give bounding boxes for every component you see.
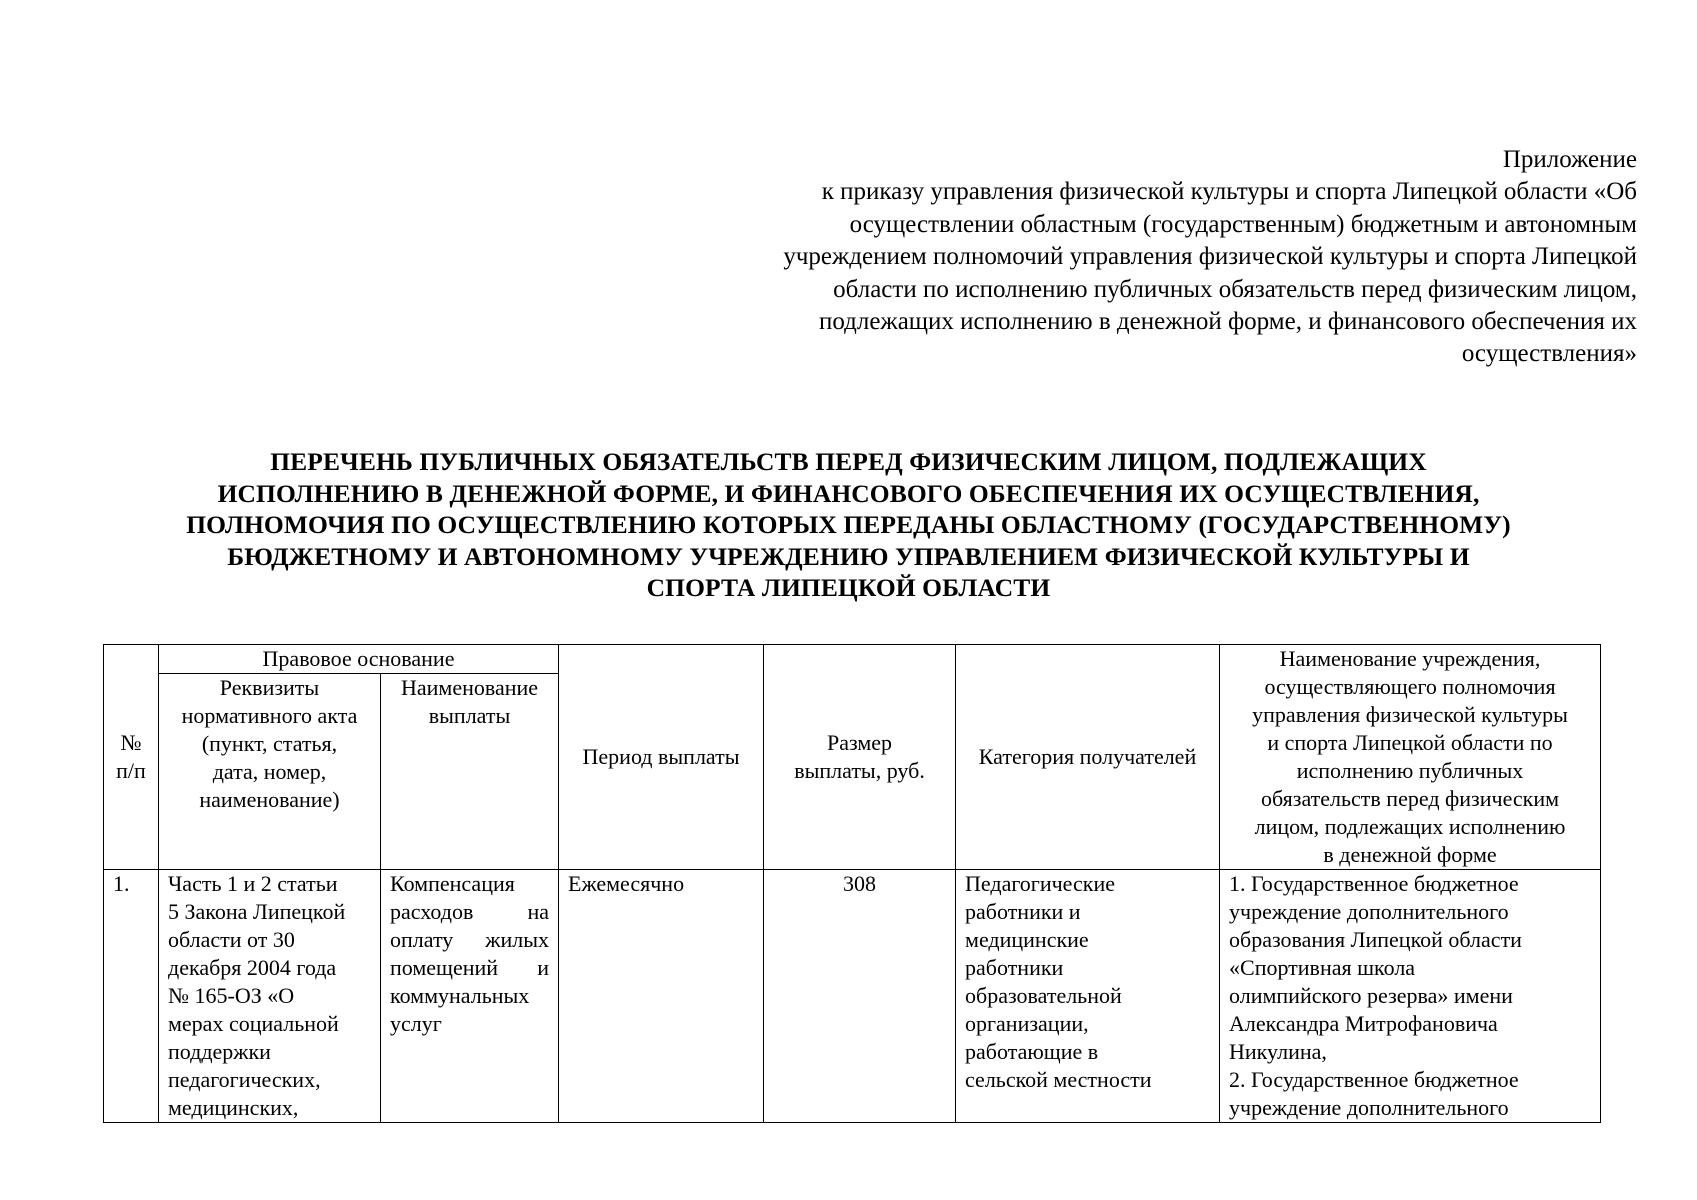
header-institution: Наименование учреждения, осуществляющего полномочия управления физической культуры и спорта Липецкой области по исполнению публичных обязательств перед физическим лицом, подлежащих исполнению в денежной форме: [1220, 645, 1601, 870]
appendix-line: осуществлении областным (государственным) бюджетным и автономным: [849, 210, 1637, 238]
appendix-header: [637, 144, 1637, 371]
header-category: Категория получателей: [956, 645, 1220, 870]
header-act-details: Реквизиты нормативного акта (пункт, статья, дата, номер, наименование): [159, 674, 381, 870]
cell-number: 1.: [104, 870, 159, 1123]
title-line: ИСПОЛНЕНИЮ В ДЕНЕЖНОЙ ФОРМЕ, И ФИНАНСОВОГО ОБЕСПЕЧЕНИЯ ИХ ОСУЩЕСТВЛЕНИЯ,: [217, 478, 1480, 508]
cell-period: Ежемесячно: [559, 870, 764, 1123]
cell-amount: 308: [764, 870, 956, 1123]
cell-act-details: Часть 1 и 2 статьи 5 Закона Липецкой области от 30 декабря 2004 года № 165-ОЗ «О мерах социальной поддержки педагогических, медицинских,: [159, 870, 381, 1123]
appendix-line: Приложение: [1502, 146, 1637, 173]
title-line: СПОРТА ЛИПЕЦКОЙ ОБЛАСТИ: [646, 573, 1051, 602]
header-amount: Размер выплаты, руб.: [764, 645, 956, 870]
appendix-line: подлежащих исполнению в денежной форме, и финансового обеспечения их: [818, 308, 1637, 336]
cell-institution: 1. Государственное бюджетное учреждение дополнительного образования Липецкой области «Спортивная школа олимпийского резерва» имени Александра Митрофановича Никулина, 2. Государственное бюджетное учреждение дополнительного: [1220, 870, 1601, 1123]
cell-category: Педагогические работники и медицинские работники образовательной организации, работающие в сельской местности: [956, 870, 1220, 1123]
appendix-line: учреждением полномочий управления физической культуры и спорта Липецкой: [783, 243, 1637, 271]
appendix-line: области по исполнению публичных обязательств перед физическим лицом,: [833, 275, 1637, 303]
title-line: БЮДЖЕТНОМУ И АВТОНОМНОМУ УЧРЕЖДЕНИЮ УПРАВЛЕНИЕМ ФИЗИЧЕСКОЙ КУЛЬТУРЫ И: [227, 541, 1470, 571]
obligations-table: [103, 644, 1601, 1123]
header-payment-name: Наименование выплаты: [381, 674, 559, 870]
title-line: ПОЛНОМОЧИЯ ПО ОСУЩЕСТВЛЕНИЮ КОТОРЫХ ПЕРЕДАНЫ ОБЛАСТНОМУ (ГОСУДАРСТВЕННОМУ): [186, 510, 1511, 539]
document-title: [0, 446, 1697, 604]
header-period: Период выплаты: [559, 645, 764, 870]
header-number: № п/п: [104, 645, 159, 870]
cell-payment-name: Компенсация расходов на оплату жилых помещений и коммунальных услуг: [381, 870, 559, 1123]
header-row: [104, 645, 1601, 674]
table-row: [104, 870, 1601, 1123]
appendix-line: осуществления»: [1461, 340, 1637, 368]
header-legal-basis: Правовое основание: [159, 645, 559, 674]
title-line: ПЕРЕЧЕНЬ ПУБЛИЧНЫХ ОБЯЗАТЕЛЬСТВ ПЕРЕД ФИЗИЧЕСКИМ ЛИЦОМ, ПОДЛЕЖАЩИХ: [270, 447, 1427, 476]
appendix-line: к приказу управления физической культуры и спорта Липецкой области «Об: [821, 178, 1637, 206]
